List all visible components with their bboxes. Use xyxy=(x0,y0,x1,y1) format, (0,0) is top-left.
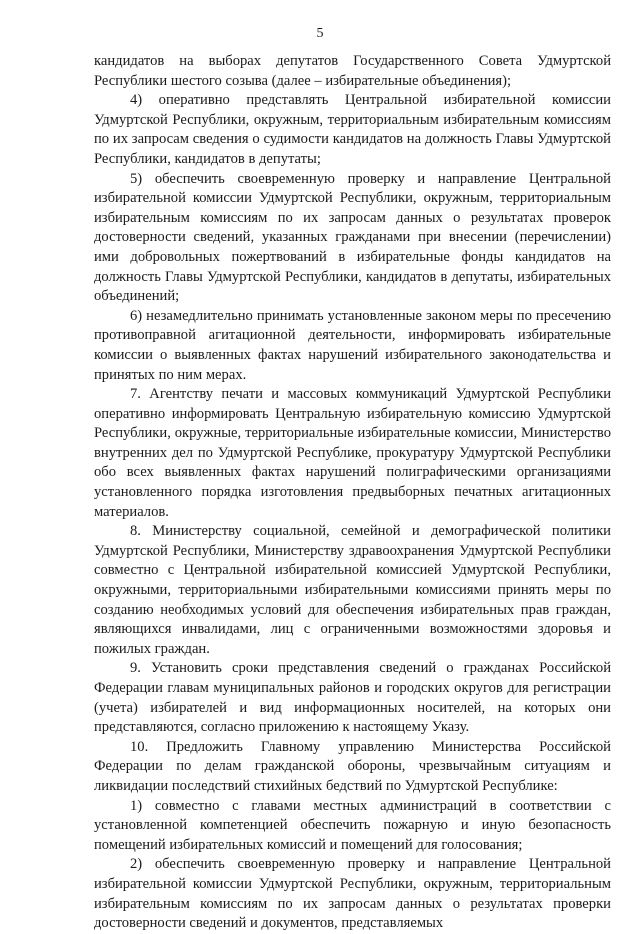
paragraph-clause-9: 9. Установить сроки представления сведений о гражданах Российской Федерации главам муниципальных районов и городских округов для регистрации (учета) избирателей и вид информационных носителей, на которых они представляются, согласно приложению к настоящему Указу. xyxy=(94,660,611,736)
paragraph-subitem-1: 1) совместно с главами местных администраций в соответствии с установленной компетенцией обеспечить пожарную и иную безопасность помещений избирательных комиссий и помещений для голосования; xyxy=(94,797,611,853)
paragraph-continuation: кандидатов на выборах депутатов Государственного Совета Удмуртской Республики шестого созыва (далее – избирательные объединения); xyxy=(94,53,611,89)
paragraph-item-6: 6) незамедлительно принимать установленные законом меры по пресечению противоправной агитационной деятельности, информировать избирательные комиссии о выявленных фактах нарушений избирательного законодательства и принятых по ним мерах. xyxy=(94,307,611,383)
paragraph-subitem-2: 2) обеспечить своевременную проверку и направление Центральной избирательной комиссии Удмуртской Республики, окружным, территориальным избирательным комиссиям по их запросам данных о результатах проверки достоверности сведений и документов, представляемых xyxy=(94,856,611,932)
paragraph-clause-8: 8. Министерству социальной, семейной и демографической политики Удмуртской Республики, Министерству здравоохранения Удмуртской Республики совместно с Центральной избирательной комиссией Удмуртской Республики, окружными, территориальными избирательными комиссиями принять меры по созданию необходимых условий для обеспечения избирательных прав граждан, являющихся инвалидами, лиц с ограниченными возможностями здоровья и пожилых граждан. xyxy=(94,523,611,657)
paragraph-clause-7: 7. Агентству печати и массовых коммуникаций Удмуртской Республики оперативно информировать Центральную избирательную комиссию Удмуртской Республики, окружные, территориальные избирательные комиссии, Министерство внутренних дел по Удмуртской Республике, прокуратуру Удмуртской Республики обо всех выявленных фактах нарушений полиграфическими организациями установленного порядка изготовления предвыборных печатных агитационных материалов. xyxy=(94,386,611,520)
document-body xyxy=(94,52,611,934)
paragraph-clause-10: 10. Предложить Главному управлению Министерства Российской Федерации по делам гражданской обороны, чрезвычайным ситуациям и ликвидации последствий стихийных бедствий по Удмуртской Республике: xyxy=(94,738,611,794)
page-number: 5 xyxy=(316,26,324,41)
paragraph-item-5: 5) обеспечить своевременную проверку и направление Центральной избирательной комиссии Удмуртской Республики, окружным, территориальным избирательным комиссиям по их запросам данных о результатах проверок достоверности сведений, указанных гражданами при внесении (перечислении) ими добровольных пожертвований в избирательные фонды кандидатов на должность Главы Удмуртской Республики, кандидатов в депутаты, избирательных объединений; xyxy=(94,170,611,305)
paragraph-item-4: 4) оперативно представлять Центральной избирательной комиссии Удмуртской Республики, окружным, территориальным избирательным комиссиям по их запросам сведения о судимости кандидатов на должность Главы Удмуртской Республики, кандидатов в депутаты; xyxy=(94,92,611,167)
